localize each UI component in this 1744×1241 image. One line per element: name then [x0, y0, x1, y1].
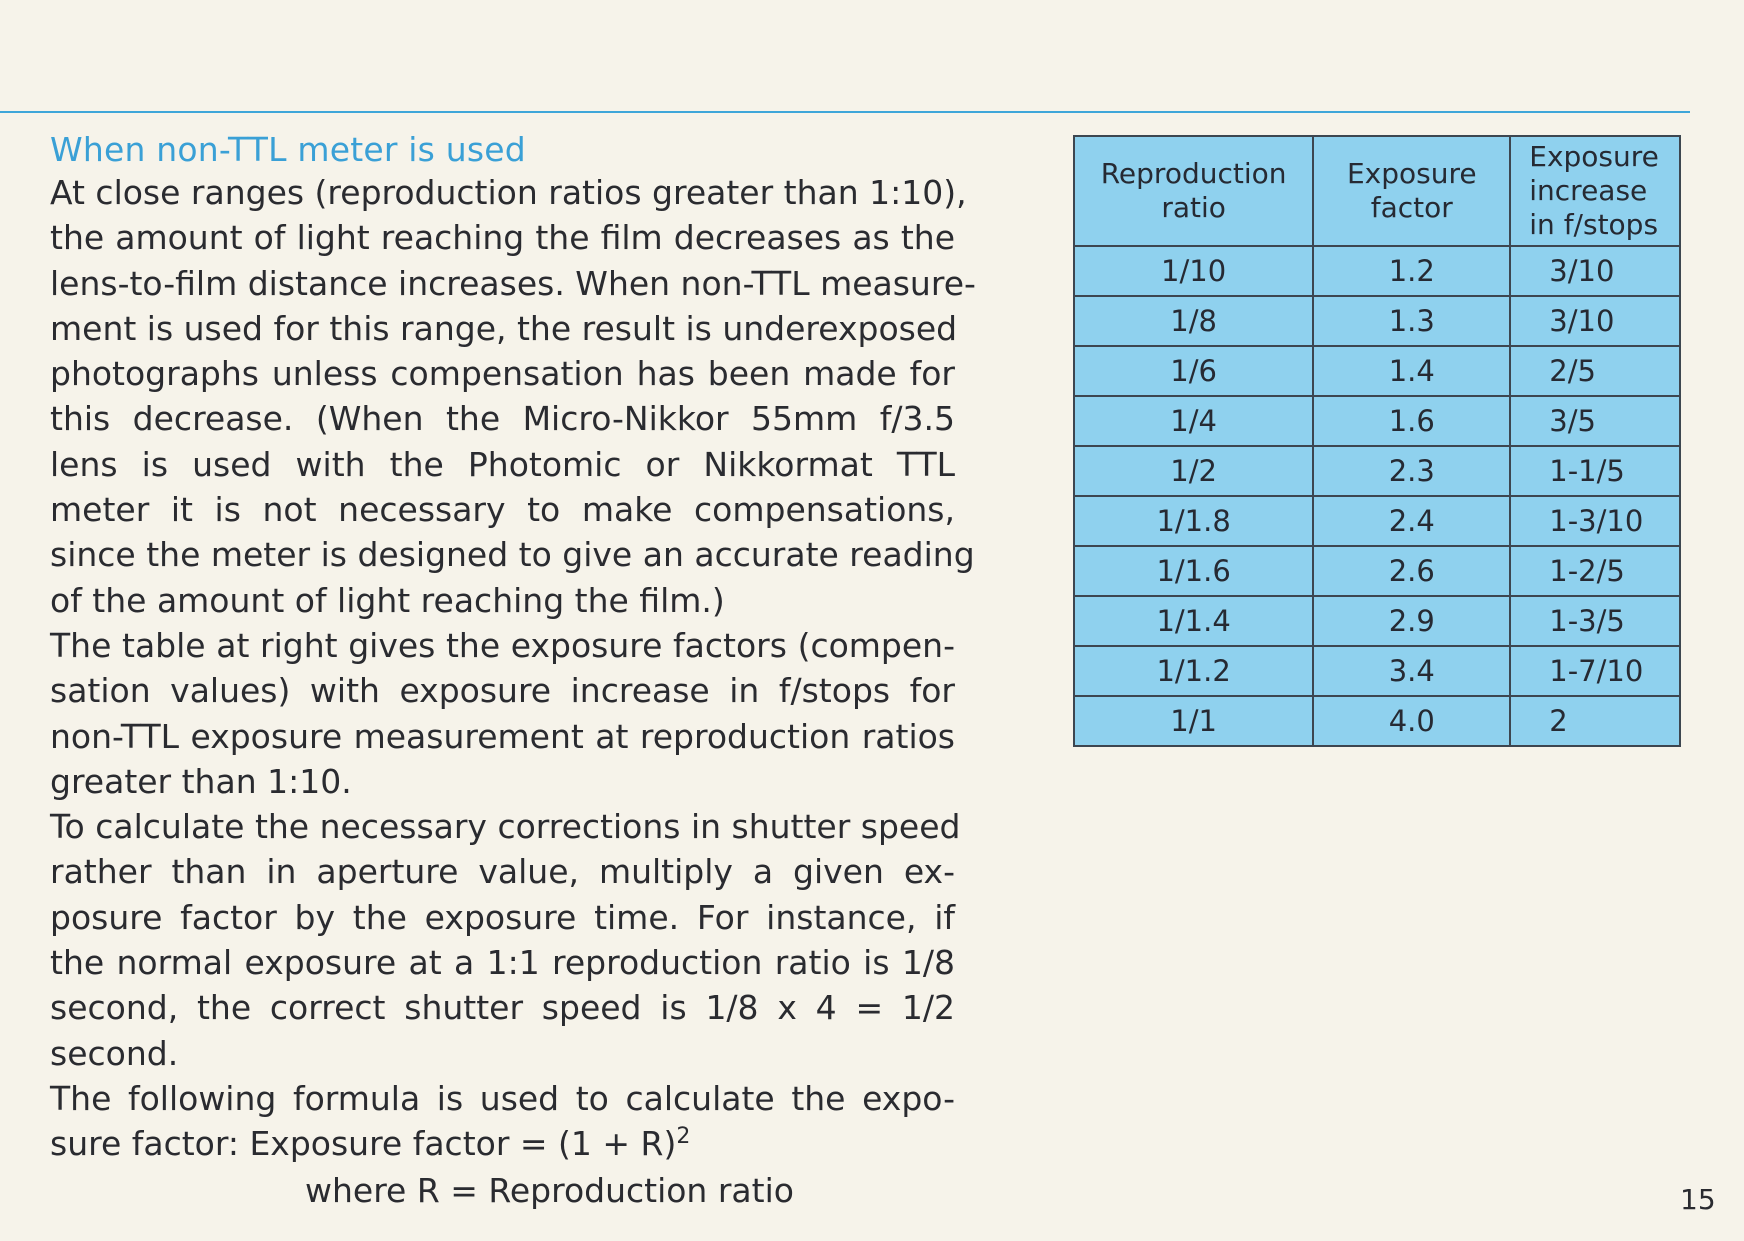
top-rule	[0, 111, 1690, 113]
cell-ratio: 1/8	[1074, 296, 1313, 346]
text-line: rather than in aperture value, multiply a given ex-	[50, 852, 955, 892]
table-row	[1074, 696, 1680, 746]
text-line: meter it is not necessary to make compensations,	[50, 490, 955, 530]
text-line: lens-to-film distance increases. When non-TTL measure-	[50, 263, 976, 303]
text-line: second, the correct shutter speed is 1/8 x 4 = 1/2	[50, 988, 955, 1028]
cell-increase: 2/5	[1510, 346, 1680, 396]
text-line: posure factor by the exposure time. For instance, if	[50, 897, 955, 937]
header-line: increase	[1529, 174, 1648, 207]
table-row	[1074, 346, 1680, 396]
cell-factor: 4.0	[1313, 696, 1510, 746]
cell-factor: 2.4	[1313, 496, 1510, 546]
text-line: non-TTL exposure measurement at reproduction ratios	[50, 716, 955, 756]
text-line: the normal exposure at a 1:1 reproduction ratio is 1/8	[50, 943, 955, 983]
text-line: the amount of light reaching the film decreases as the	[50, 218, 955, 258]
text-line: sation values) with exposure increase in f/stops for	[50, 671, 955, 711]
header-reproduction-ratio	[1074, 136, 1313, 246]
cell-factor: 1.4	[1313, 346, 1510, 396]
table-row	[1074, 246, 1680, 296]
cell-factor: 1.2	[1313, 246, 1510, 296]
text-line: lens is used with the Photomic or Nikkormat TTL	[50, 444, 955, 484]
cell-increase: 3/10	[1510, 296, 1680, 346]
cell-increase: 3/10	[1510, 246, 1680, 296]
cell-increase: 1-2/5	[1510, 546, 1680, 596]
cell-ratio: 1/1.8	[1074, 496, 1313, 546]
formula-where: where R = Reproduction ratio	[305, 1171, 794, 1210]
header-line: Exposure	[1529, 140, 1659, 173]
text-line: this decrease. (When the Micro-Nikkor 55mm f/3.5	[50, 399, 955, 439]
formula-exponent: 2	[676, 1124, 691, 1150]
body-text	[50, 170, 976, 1167]
text-line: greater than 1:10.	[50, 761, 352, 801]
text-line: photographs unless compensation has been made for	[50, 354, 955, 394]
text-line: To calculate the necessary corrections in shutter speed	[50, 807, 961, 847]
text-line: second.	[50, 1033, 179, 1073]
table-row	[1074, 646, 1680, 696]
header-line: factor	[1370, 191, 1453, 224]
table-row	[1074, 596, 1680, 646]
table-row	[1074, 546, 1680, 596]
table-row	[1074, 446, 1680, 496]
cell-increase: 1-1/5	[1510, 446, 1680, 496]
exposure-table	[1073, 135, 1681, 747]
header-line: Reproduction	[1100, 157, 1287, 190]
formula-text: sure factor: Exposure factor = (1 + R)	[50, 1124, 677, 1164]
text-line: The table at right gives the exposure factors (compen-	[50, 625, 955, 665]
header-exposure-increase	[1510, 136, 1680, 246]
text-line: since the meter is designed to give an accurate reading	[50, 535, 975, 575]
table-row	[1074, 296, 1680, 346]
header-line: Exposure	[1346, 157, 1477, 190]
text-line: The following formula is used to calculate the expo-	[50, 1078, 955, 1118]
cell-increase: 2	[1510, 696, 1680, 746]
cell-factor: 1.3	[1313, 296, 1510, 346]
header-exposure-factor	[1313, 136, 1510, 246]
cell-factor: 1.6	[1313, 396, 1510, 446]
section-heading: When non-TTL meter is used	[50, 130, 526, 169]
cell-ratio: 1/1.6	[1074, 546, 1313, 596]
table-row	[1074, 396, 1680, 446]
cell-increase: 3/5	[1510, 396, 1680, 446]
header-line: in f/stops	[1529, 208, 1659, 241]
cell-ratio: 1/1	[1074, 696, 1313, 746]
table-header-row	[1074, 136, 1680, 246]
cell-ratio: 1/10	[1074, 246, 1313, 296]
cell-ratio: 1/6	[1074, 346, 1313, 396]
text-line: At close ranges (reproduction ratios greater than 1:10),	[50, 173, 967, 212]
cell-increase: 1-7/10	[1510, 646, 1680, 696]
cell-factor: 3.4	[1313, 646, 1510, 696]
text-line: ment is used for this range, the result is underexposed	[50, 308, 958, 348]
exposure-table-wrap	[1073, 135, 1681, 747]
cell-ratio: 1/1.2	[1074, 646, 1313, 696]
table-row	[1074, 496, 1680, 546]
cell-increase: 1-3/5	[1510, 596, 1680, 646]
header-line: ratio	[1161, 191, 1226, 224]
cell-ratio: 1/1.4	[1074, 596, 1313, 646]
page-number: 15	[1680, 1183, 1716, 1216]
cell-factor: 2.9	[1313, 596, 1510, 646]
cell-factor: 2.6	[1313, 546, 1510, 596]
cell-increase: 1-3/10	[1510, 496, 1680, 546]
cell-ratio: 1/2	[1074, 446, 1313, 496]
cell-factor: 2.3	[1313, 446, 1510, 496]
cell-ratio: 1/4	[1074, 396, 1313, 446]
formula-line	[50, 1121, 955, 1166]
text-line: of the amount of light reaching the film.)	[50, 580, 725, 620]
